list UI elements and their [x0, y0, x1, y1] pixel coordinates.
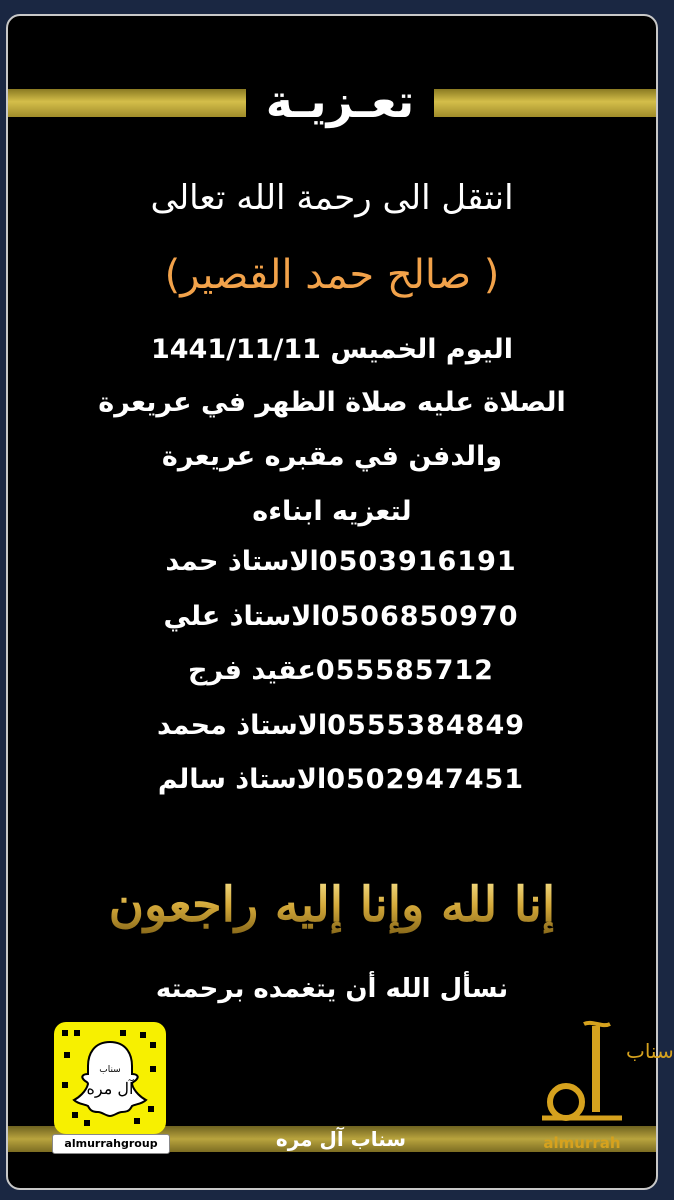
contact-phone: 0555384849: [327, 710, 526, 741]
contact-name: عقيد فرج: [188, 655, 316, 686]
contact-name: الاستاذ حمد: [165, 546, 319, 577]
contact-name: الاستاذ سالم: [157, 764, 327, 795]
contact-phone: 0506850970: [320, 601, 519, 632]
snap-inner-mark: آل مره: [86, 1079, 134, 1098]
contact-name: الاستاذ علي: [163, 601, 321, 632]
snapchat-ghost-icon: [54, 1022, 166, 1134]
calligraphy-text: إنا لله وإنا إليه راجعون: [108, 877, 556, 933]
contact-row: [8, 764, 656, 795]
bottom-snap-text: سناب آل مره: [275, 1127, 407, 1151]
contact-name: الاستاذ محمد: [156, 710, 328, 741]
contact-row: [8, 655, 656, 686]
logo-ar-title: سناب: [626, 1039, 674, 1063]
contact-phone: 055585712: [315, 655, 494, 686]
contact-row: [8, 601, 656, 632]
dua-line: نسأل الله أن يتغمده برحمته: [155, 974, 509, 1004]
contact-row: [8, 546, 656, 577]
prayer-line: الصلاة عليه صلاة الظهر في عريعرة: [98, 387, 566, 418]
burial-line: والدفن في مقبره عريعرة: [161, 441, 503, 472]
logo-mark-icon: [522, 1022, 674, 1132]
passed-away-line: انتقل الى رحمة الله تعالى: [150, 178, 514, 218]
contact-row: [8, 710, 656, 741]
snapcode-qr[interactable]: [54, 1022, 166, 1134]
snap-inner-label: سناب: [99, 1065, 121, 1075]
calligraphy-verse: [108, 826, 556, 966]
condolence-line: لتعزيه ابناءه: [252, 496, 412, 527]
snap-username: almurrahgroup: [52, 1134, 170, 1154]
deceased-name: ( صالح حمد القصير): [164, 252, 500, 298]
almurrah-logo: [522, 1022, 674, 1152]
logo-english-text: almurrah: [543, 1134, 621, 1152]
heading-title: تعـزيـة: [265, 74, 415, 128]
date-line: اليوم الخميس 1441/11/11: [150, 334, 514, 365]
contact-phone: 0502947451: [326, 764, 525, 795]
contact-phone: 0503916191: [318, 546, 517, 577]
gold-band-left: [8, 89, 246, 117]
condolence-card: [6, 14, 674, 1190]
gold-band-right: [434, 89, 656, 117]
